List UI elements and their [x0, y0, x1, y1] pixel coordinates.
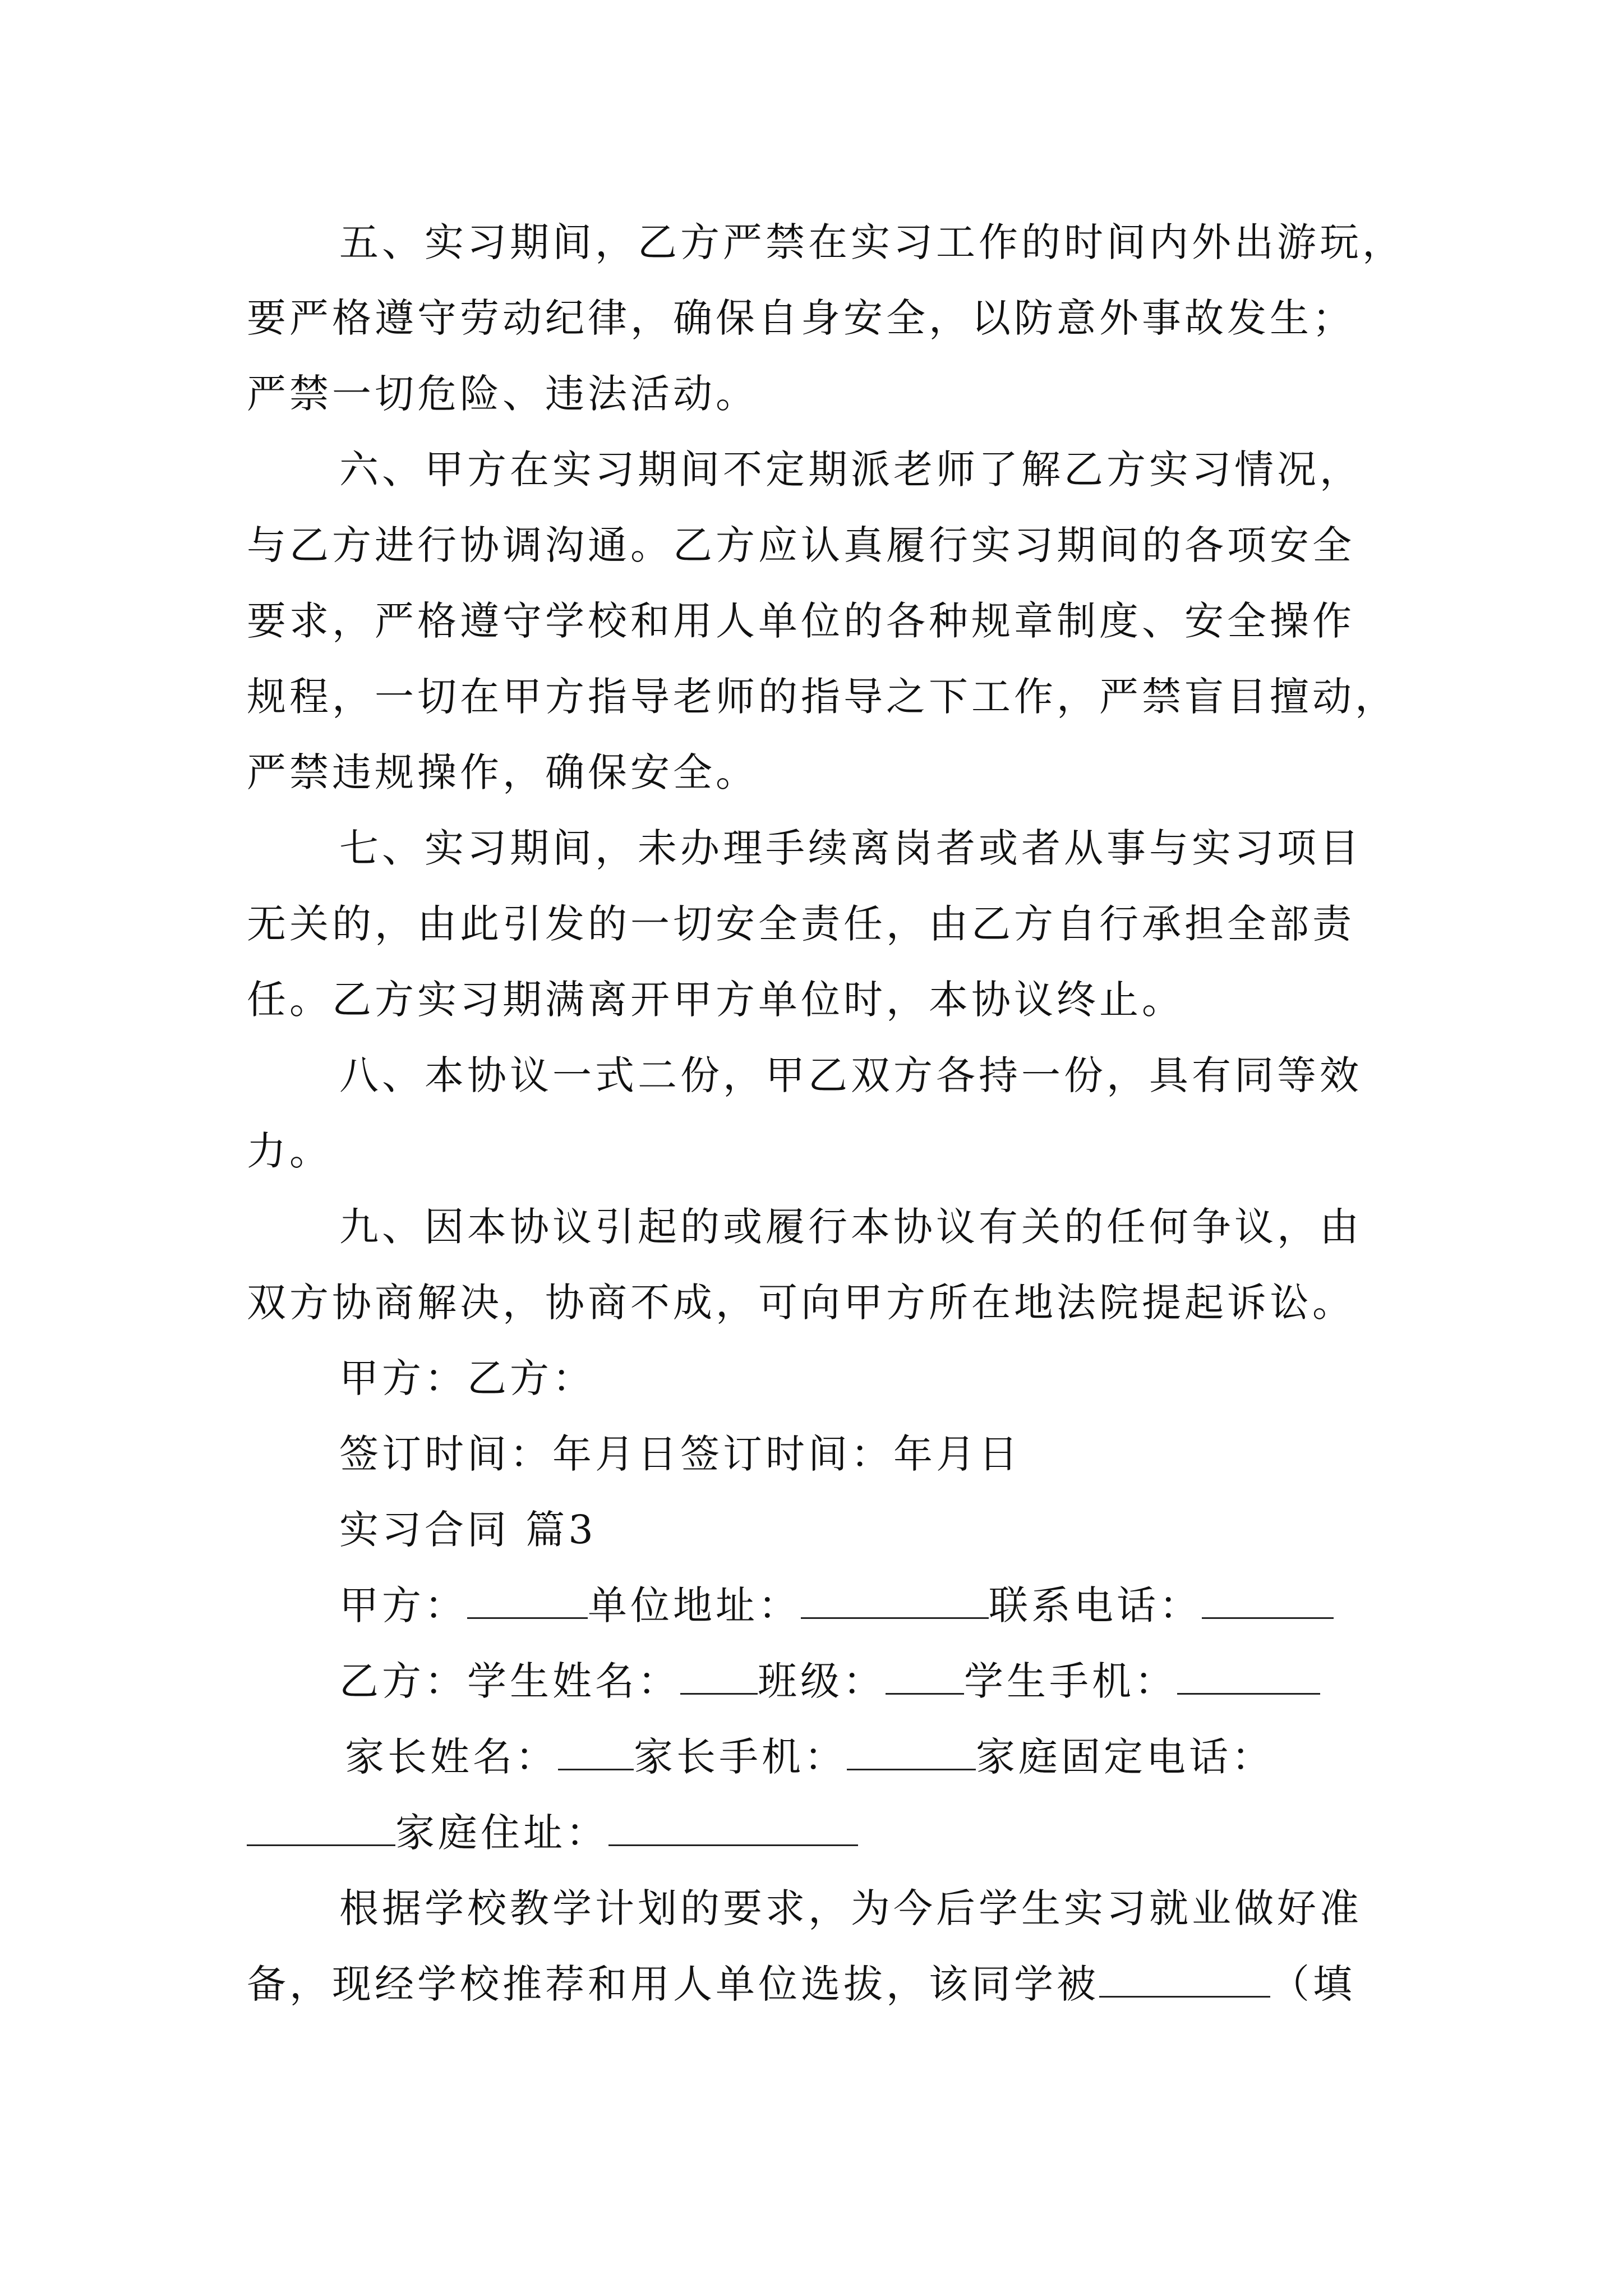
party-a-blank	[467, 1582, 588, 1619]
party-a-label: 甲方：	[339, 1582, 467, 1628]
paragraph-6-line-4: 规程，一切在甲方指导老师的指导之下工作，严禁盲目擅动，	[247, 674, 1398, 720]
paragraph-5-line-1: 五、实习期间，乙方严禁在实习工作的时间内外出游玩，	[339, 219, 1405, 265]
parent-name-blank	[558, 1734, 634, 1770]
parent-name-label: 家长姓名：	[345, 1734, 558, 1780]
contact-phone-blank	[1202, 1582, 1334, 1619]
closing-paragraph-line-2	[247, 1959, 1355, 2009]
paragraph-6-line-1: 六、甲方在实习期间不定期派老师了解乙方实习情况，	[339, 447, 1362, 493]
paragraph-5-line-2: 要严格遵守劳动纪律，确保自身安全，以防意外事故发生；	[247, 295, 1355, 341]
class-label: 班级：	[758, 1658, 886, 1704]
paragraph-9-line-1: 九、因本协议引起的或履行本协议有关的任何争议，由	[339, 1204, 1362, 1250]
section-heading: 实习合同 篇3	[339, 1507, 597, 1553]
unit-address-label: 单位地址：	[588, 1582, 801, 1628]
closing-line-2-tail: （填	[1270, 1961, 1355, 2007]
party-b-label: 乙方：学生姓名：	[339, 1658, 680, 1704]
contact-phone-label: 联系电话：	[989, 1582, 1202, 1628]
home-address-label: 家庭住址：	[395, 1810, 608, 1856]
student-phone-blank	[1177, 1658, 1320, 1695]
student-phone-label: 学生手机：	[964, 1658, 1177, 1704]
parent-phone-blank	[847, 1734, 976, 1770]
unit-address-blank	[801, 1582, 989, 1619]
parent-phone-label: 家长手机：	[634, 1734, 847, 1780]
form-line-parent	[345, 1732, 1274, 1782]
class-blank	[886, 1658, 964, 1695]
paragraph-8-line-1: 八、本协议一式二份，甲乙双方各持一份，具有同等效	[339, 1052, 1362, 1098]
paragraph-7-line-2: 无关的，由此引发的一切安全责任，由乙方自行承担全部责	[247, 901, 1355, 947]
paragraph-8-line-2: 力。	[247, 1128, 332, 1174]
signature-parties: 甲方：乙方：	[339, 1355, 595, 1401]
paragraph-5-line-3: 严禁一切危险、违法活动。	[247, 371, 758, 417]
form-line-party-a	[339, 1580, 1334, 1631]
paragraph-6-line-3: 要求，严格遵守学校和用人单位的各种规章制度、安全操作	[247, 598, 1355, 644]
closing-paragraph-line-1: 根据学校教学计划的要求，为今后学生实习就业做好准	[339, 1885, 1362, 1931]
paragraph-6-line-2: 与乙方进行协调沟通。乙方应认真履行实习期间的各项安全	[247, 522, 1355, 568]
form-line-party-b	[339, 1656, 1320, 1706]
signing-time: 签订时间：年月日签订时间：年月日	[339, 1431, 1021, 1477]
closing-line-2-text: 备，现经学校推荐和用人单位选拔，该同学被	[247, 1961, 1099, 2007]
paragraph-6-line-5: 严禁违规操作，确保安全。	[247, 749, 758, 795]
paragraph-9-line-2: 双方协商解决，协商不成，可向甲方所在地法院提起诉讼。	[247, 1280, 1355, 1326]
form-line-home-address	[247, 1807, 858, 1858]
home-phone-blank	[247, 1810, 395, 1846]
home-address-blank	[608, 1810, 858, 1846]
student-name-blank	[680, 1658, 758, 1695]
employer-blank	[1099, 1961, 1270, 1998]
paragraph-7-line-3: 任。乙方实习期满离开甲方单位时，本协议终止。	[247, 977, 1184, 1023]
home-phone-label: 家庭固定电话：	[976, 1734, 1274, 1780]
paragraph-7-line-1: 七、实习期间，未办理手续离岗者或者从事与实习项目	[339, 825, 1362, 871]
